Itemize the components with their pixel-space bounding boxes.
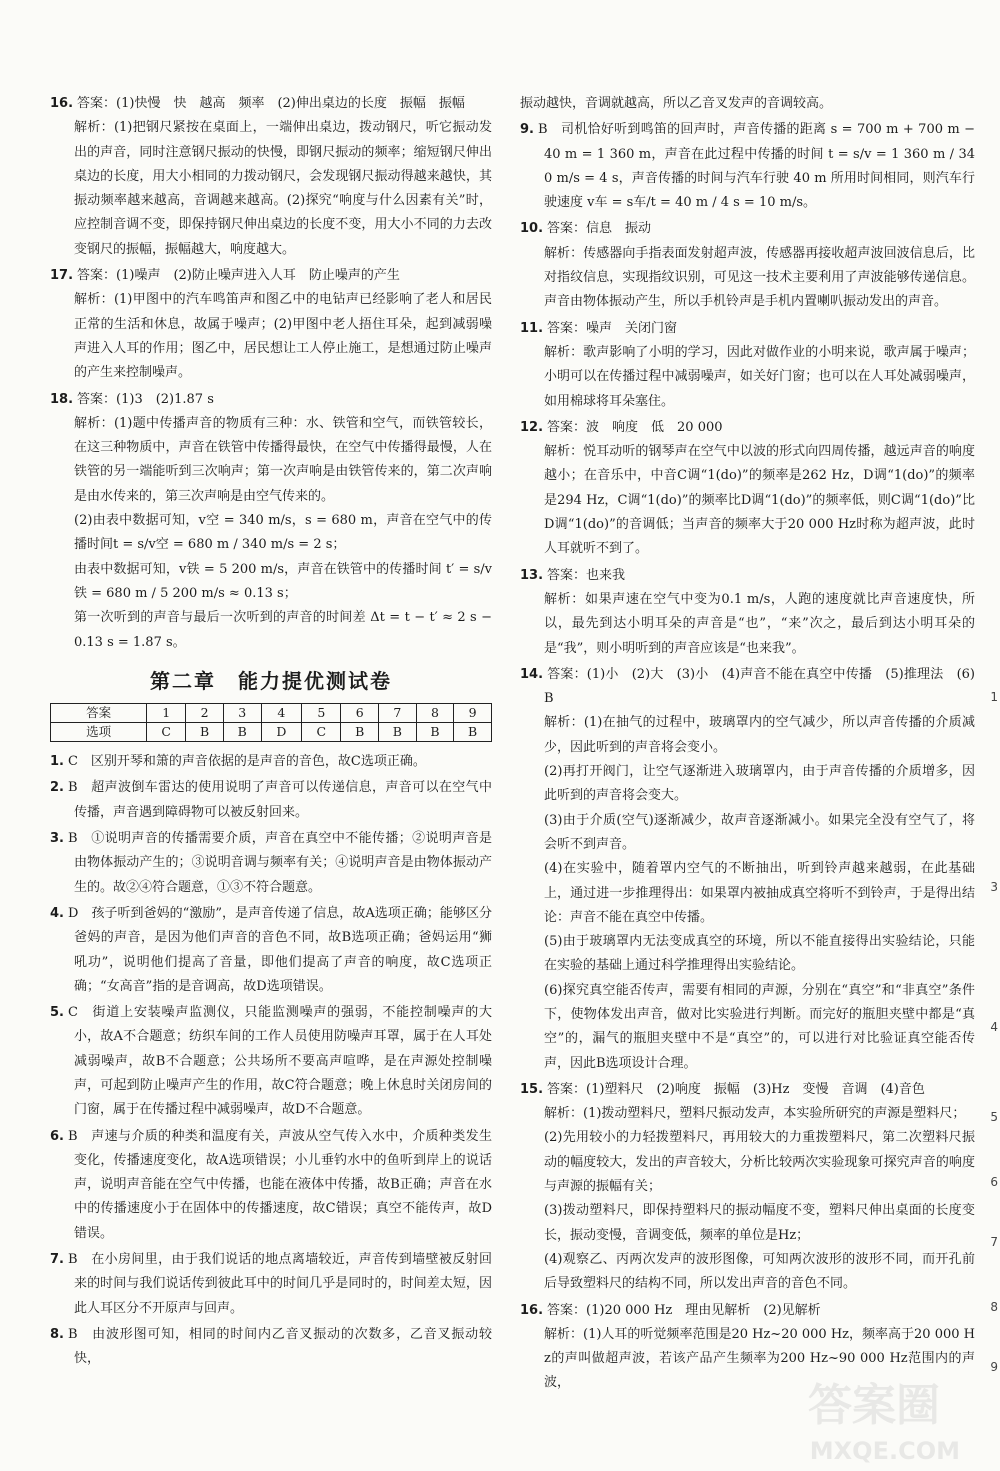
left-items-after <box>50 750 492 1371</box>
question-item <box>50 1125 492 1246</box>
edge-number: 8 <box>990 1300 998 1314</box>
question-number: 14. <box>520 666 544 682</box>
question-answer <box>50 1125 492 1246</box>
question-item <box>50 388 492 655</box>
explanation-line: 解析：(1)题中传播声音的物质有三种：水、铁管和空气，而铁管较长，在这三种物质中，声音在铁管中传播得最快，在空气中传播得最慢，人在铁管的另一端能听到三次响声；第一次声响是由铁管传来的，第二次声响是由水传来的，第三次声响是由空气传来的。 <box>74 415 492 504</box>
question-answer <box>50 827 492 900</box>
answer-table-choice: B <box>378 723 416 742</box>
question-answer <box>520 317 975 341</box>
question-text: 答案：波 响度 低 20 000 <box>547 419 723 435</box>
edge-number: 6 <box>990 1175 998 1189</box>
question-item <box>50 1001 492 1122</box>
question-item <box>520 217 975 314</box>
question-item <box>520 317 975 414</box>
question-number: 10. <box>520 221 544 237</box>
question-text: 答案：(1)3 (2)1.87 s <box>77 391 214 407</box>
explanation-line: (6)探究真空能否传声，需要有相同的声源，分别在“真空”和“非真空”条件下，使物体发出声音，做对比实验进行判断。而完好的瓶胆夹壁中都是“真空”的，漏气的瓶胆夹壁中不是“真空”的，可以进行对比验证真空能否传声，因此B选项设计合理。 <box>544 982 975 1071</box>
question-answer <box>520 416 975 440</box>
question-number: 1. <box>50 754 64 770</box>
explanation-line: (2)再打开阀门，让空气逐渐进入玻璃罩内，由于声音传播的介质增多，因此听到的声音将会变大。 <box>544 764 975 804</box>
explanation-line: 第一次听到的声音与最后一次听到的声音的时间差 Δt = t − t′ ≈ 2 s − 0.13 s = 1.87 s。 <box>74 610 492 650</box>
question-answer <box>50 776 492 825</box>
question-number: 2. <box>50 780 64 796</box>
question-text: 答案：噪声 关闭门窗 <box>547 320 678 336</box>
question-answer <box>520 118 975 215</box>
left-column <box>50 92 492 1374</box>
question-answer <box>520 217 975 241</box>
question-text: 答案：(1)噪声 (2)防止噪声进入人耳 防止噪声的产生 <box>77 268 400 284</box>
explanation-line: 解析：(1)甲图中的汽车鸣笛声和图乙中的电钻声已经影响了老人和居民正常的生活和休息，故属于噪声；(2)甲图中老人捂住耳朵，起到减弱噪声进入人耳的作用；图乙中，居民想让工人停止施工，是想通过防止噪声的产生来控制噪声。 <box>74 292 492 381</box>
answer-table-number: 5 <box>302 704 341 723</box>
right-column <box>520 92 975 1398</box>
question-answer <box>50 264 492 288</box>
question-item <box>50 827 492 900</box>
explanation-line: (4)观察乙、丙两次发声的波形图像，可知两次波形的波形不同，而开孔前后导致塑料尺的结构不同，所以发出声音的音色不同。 <box>544 1251 975 1292</box>
question-number: 15. <box>520 1081 544 1097</box>
question-item <box>50 1248 492 1321</box>
question-item <box>520 1299 975 1396</box>
question-number: 13. <box>520 567 544 583</box>
answer-table-row-label: 选项 <box>51 723 147 742</box>
question-number: 11. <box>520 320 544 336</box>
answer-table <box>50 703 492 742</box>
question-text: D 孩子听到爸妈的“激励”，是声音传递了信息，故A选项正确；能够区分爸妈的声音，是因为他们声音的音色不同，故B选项正确；爸妈运用“狮吼功”，说明他们提高了音量，即他们提高了声音的响度，故C选项正确；“女高音”指的是音调高，故D选项错误。 <box>67 905 492 994</box>
question-text: B 在小房间里，由于我们说话的地点离墙较近，声音传到墙壁被反射回来的时间与我们说话传到彼此耳中的时间几乎是同时的，时间差太短，因此人耳区分不开原声与回声。 <box>67 1252 492 1316</box>
explanation-line: (3)由于介质(空气)逐渐减少，故声音逐渐减小。如果完全没有空气了，将会听不到声音。 <box>544 812 975 852</box>
question-text: 振动越快，音调就越高，所以乙音叉发声的音调较高。 <box>520 96 833 111</box>
explanation-line: (4)在实验中，随着罩内空气的不断抽出，听到铃声越来越弱，在此基础上，通过进一步推理得出：如果罩内被抽成真空将听不到铃声，于是得出结论：声音不能在真空中传播。 <box>544 861 975 925</box>
question-item <box>520 416 975 562</box>
answer-table-number: 8 <box>416 704 454 723</box>
explanation-line: (2)先用较小的力轻拨塑料尺，再用较大的力重拨塑料尺，第二次塑料尺振动的幅度较大，发出的声音较大，分析比较两次实验现象可探究声音的响度与声源的振幅有关； <box>544 1130 975 1195</box>
question-item <box>50 776 492 825</box>
question-number: 16. <box>50 96 74 111</box>
question-number: 4. <box>50 905 64 921</box>
question-number: 18. <box>50 391 74 407</box>
question-number: 8. <box>50 1326 64 1342</box>
question-item <box>520 1078 975 1297</box>
answer-table-number: 9 <box>454 704 492 723</box>
answer-table-choice: C <box>147 723 186 742</box>
question-item <box>520 118 975 215</box>
answer-table-choice: D <box>261 723 302 742</box>
question-text: 答案：(1)快慢 快 越高 频率 (2)伸出桌边的长度 振幅 振幅 <box>77 96 465 111</box>
question-item <box>520 564 975 661</box>
left-items-before <box>50 92 492 655</box>
question-answer <box>50 388 492 412</box>
explanation-line: 由表中数据可知，v铁 = 5 200 m/s，声音在铁管中的传播时间 t′ = s/v铁 = 680 m / 5 200 m/s ≈ 0.13 s； <box>74 561 492 601</box>
question-item <box>50 264 492 385</box>
answer-table-number: 1 <box>147 704 186 723</box>
edge-number: 5 <box>990 1110 998 1124</box>
question-text: 答案：信息 振动 <box>547 221 652 237</box>
answer-table-header: 答案 <box>51 704 147 723</box>
explanation-line: (3)拨动塑料尺，即保持塑料尺的振动幅度不变，塑料尺伸出桌面的长度变长，振动变慢，音调变低，频率的单位是Hz； <box>544 1203 975 1243</box>
question-item <box>520 663 975 1076</box>
explanation-line: 解析：歌声影响了小明的学习，因此对做作业的小明来说，歌声属于噪声；小明可以在传播过程中减弱噪声，如关好门窗；也可以在人耳处减弱噪声，如用棉球将耳朵塞住。 <box>544 344 975 409</box>
question-answer <box>520 92 975 116</box>
answer-table-choice: B <box>341 723 379 742</box>
answer-table-choice: B <box>223 723 261 742</box>
question-number: 17. <box>50 268 74 284</box>
explanation-line: 解析：(1)把钢尺紧按在桌面上，一端伸出桌边，拨动钢尺，听它振动发出的声音，同时注意钢尺振动的快慢，即钢尺振动的频率；缩短钢尺伸出桌边的长度，用大小相同的力拨动钢尺，会发现钢尺振动得越来越快，其振动频率越来越高，音调越来越高。(2)探究“响度与什么因素有关”时，应控制音调不变，即保持钢尺伸出桌边的长度不变，用大小不同的力去改变钢尺的振幅，振幅越大，响度越大。 <box>74 120 492 257</box>
question-answer <box>50 1323 492 1372</box>
answer-table-choice: B <box>454 723 492 742</box>
explanation-line: 解析：传感器向手指表面发射超声波，传感器再接收超声波回波信息后，比对指纹信息，实现指纹识别，可见这一技术主要利用了声波能够传递信息。声音由物体振动产生，所以手机铃声是手机内置喇叭振动发出的声音。 <box>544 245 975 310</box>
question-number: 9. <box>520 122 534 138</box>
answer-table-number: 7 <box>378 704 416 723</box>
watermark-logo: 答案圈 <box>808 1380 940 1431</box>
question-answer <box>50 902 492 999</box>
question-text: C 街道上安装噪声监测仪，只能监测噪声的强弱，不能控制噪声的大小，故A不合题意；纺织车间的工作人员使用防噪声耳罩，属于在人耳处减弱噪声，故B不合题意；公共场所不要高声喧哗，是在声源处控制噪声，可起到防止噪声产生的作用，故C符合题意；晚上休息时关闭房间的门窗，属于在传播过程中减弱噪声，故D不合题意。 <box>67 1005 492 1118</box>
edge-number: 1 <box>990 690 998 704</box>
question-number: 16. <box>520 1302 544 1318</box>
question-answer <box>50 750 492 774</box>
explanation-line: 解析：悦耳动听的钢琴声在空气中以波的形式向四周传播，越远声音的响度越小；在音乐中，中音C调“1(do)”的频率是262 Hz，D调“1(do)”的频率是294 Hz，C调“1(do)”的频率比D调“1(do)”的频率低，则C调“1(do)”比D调“1(do)”的音调低；当声音的频率大于20 000 Hz时称为超声波，此时人耳就听不到了。 <box>544 444 975 557</box>
question-answer <box>50 1248 492 1321</box>
answer-table-number: 2 <box>186 704 224 723</box>
edge-number: 4 <box>990 1020 998 1034</box>
explanation-line: (2)由表中数据可知，v空 = 340 m/s，s = 680 m，声音在空气中的传播时间t = s/v空 = 680 m / 340 m/s = 2 s； <box>74 513 492 553</box>
question-text: B ①说明声音的传播需要介质，声音在真空中不能传播；②说明声音是由物体振动产生的；③说明音调与频率有关；④说明声音是由物体振动产生的。故②④符合题意，①③不符合题意。 <box>67 831 492 895</box>
question-answer <box>520 564 975 588</box>
question-item <box>520 92 975 116</box>
question-item <box>50 902 492 999</box>
edge-number: 3 <box>990 880 998 894</box>
question-item <box>50 750 492 774</box>
question-number: 7. <box>50 1252 64 1268</box>
question-number: 5. <box>50 1005 64 1021</box>
question-number: 3. <box>50 831 64 847</box>
answer-table-number: 6 <box>341 704 379 723</box>
edge-number: 7 <box>990 1235 998 1249</box>
question-number: 6. <box>50 1128 64 1144</box>
question-text: 答案：也来我 <box>547 567 626 583</box>
question-answer <box>50 92 492 116</box>
question-number: 12. <box>520 419 544 435</box>
question-text: B 超声波倒车雷达的使用说明了声音可以传递信息，声音可以在空气中传播，声音遇到障碍物可以被反射回来。 <box>67 780 492 820</box>
answer-table-choice: C <box>302 723 341 742</box>
question-text: 答案：(1)20 000 Hz 理由见解析 (2)见解析 <box>547 1302 821 1318</box>
question-answer <box>50 1001 492 1122</box>
question-text: B 由波形图可知，相同的时间内乙音叉振动的次数多，乙音叉振动较快， <box>67 1326 492 1367</box>
question-text: C 区别开琴和箫的声音依据的是声音的音色，故C选项正确。 <box>67 754 426 770</box>
answer-table-choice: B <box>186 723 224 742</box>
explanation-line: 解析：(1)在抽气的过程中，玻璃罩内的空气减少，所以声音传播的介质减少，因此听到的声音将会变小。 <box>544 715 975 755</box>
edge-number: 9 <box>990 1360 998 1374</box>
answer-table-choice: B <box>416 723 454 742</box>
explanation-line: (5)由于玻璃罩内无法变成真空的环境，所以不能直接得出实验结论，只能在实验的基础上通过科学推理得出实验结论。 <box>544 934 975 974</box>
chapter-title: 第二章 能力提优测试卷 <box>150 668 392 693</box>
question-text: B 司机恰好听到鸣笛的回声时，声音传播的距离 s = 700 m + 700 m − 40 m = 1 360 m，声音在此过程中传播的时间 t = s/v = 1 360 m / 340 m/s = 4 s，声音传播的时间与汽车行驶 40 m 所用时间相同，则汽车行驶速度 v车 = s车/t = 40 m / 4 s = 10 m/s。 <box>537 122 975 211</box>
question-item <box>50 92 492 262</box>
question-answer <box>520 1299 975 1323</box>
question-answer <box>520 1078 975 1102</box>
answer-table-number: 3 <box>223 704 261 723</box>
watermark-url: MXQE.COM <box>809 1437 960 1465</box>
explanation-line: 解析：(1)拨动塑料尺，塑料尺振动发声，本实验所研究的声源是塑料尺； <box>544 1106 966 1122</box>
question-item <box>50 1323 492 1372</box>
explanation-line: 解析：(1)人耳的听觉频率范围是20 Hz~20 000 Hz，频率高于20 000 Hz的声叫做超声波，若该产品产生频率为200 Hz~90 000 Hz范围内的声波， <box>544 1326 975 1391</box>
answer-table-number: 4 <box>261 704 302 723</box>
question-text: 答案：(1)塑料尺 (2)响度 振幅 (3)Hz 变慢 音调 (4)音色 <box>547 1081 925 1097</box>
question-text: B 声速与介质的种类和温度有关，声波从空气传入水中，介质种类发生变化，传播速度变化，故A选项错误；小儿垂钓水中的鱼听到岸上的说话声，说明声音能在空气中传播，也能在液体中传播，故B正确；声音在水中的传播速度小于在固体中的传播速度，故C错误；真空不能传声，故D错误。 <box>67 1128 492 1241</box>
question-answer <box>520 663 975 712</box>
explanation-line: 解析：如果声速在空气中变为0.1 m/s，人跑的速度就比声音速度快，所以，最先到达小明耳朵的声音是“也”，“来”次之，最后到达小明耳朵的是“我”，则小明听到的声音应该是“也来我”。 <box>544 591 975 656</box>
question-text: 答案：(1)小 (2)大 (3)小 (4)声音不能在真空中传播 (5)推理法 (6)B <box>544 666 975 707</box>
